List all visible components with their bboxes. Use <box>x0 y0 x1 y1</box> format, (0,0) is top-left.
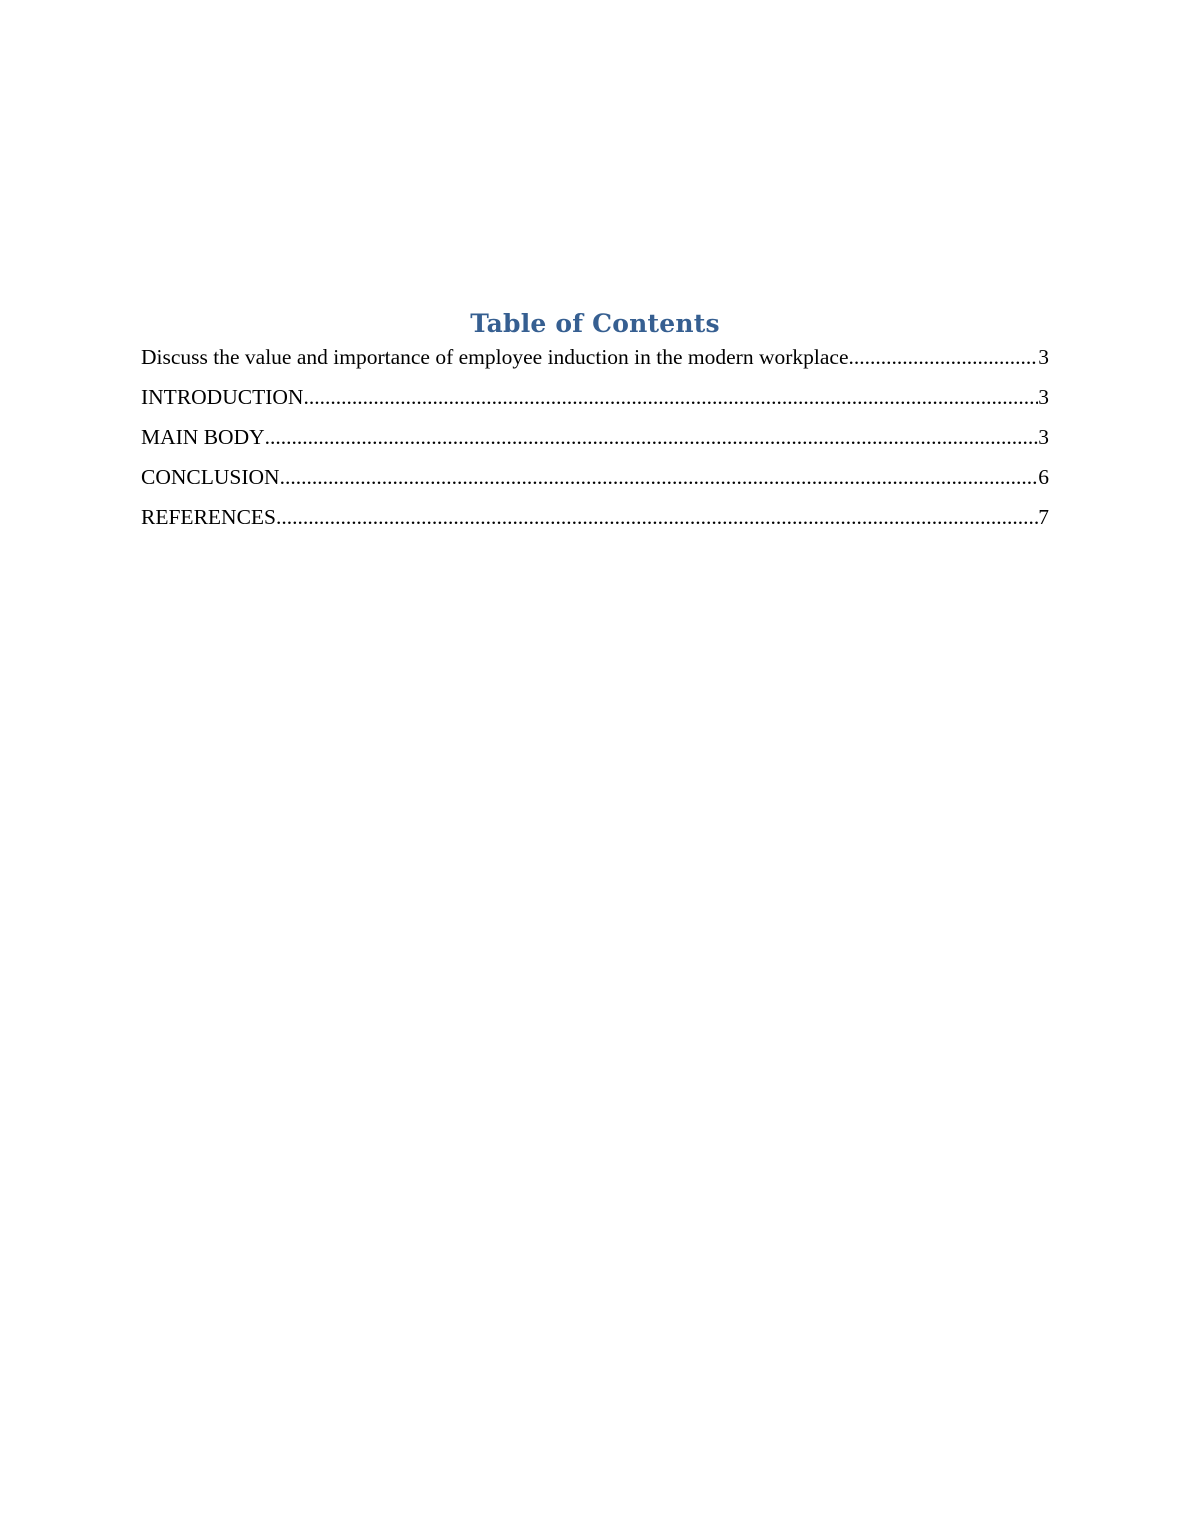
toc-entry-main-body[interactable] <box>141 422 1049 462</box>
toc-entry-text: INTRODUCTION <box>141 385 304 409</box>
toc-page-number: 6 <box>1038 465 1049 489</box>
toc-entry-text: Discuss the value and importance of employee induction in the modern workplace <box>141 345 849 369</box>
toc-entry-introduction[interactable] <box>141 382 1049 422</box>
toc-dot-leader <box>265 422 1039 452</box>
toc-dot-leader <box>303 382 1038 412</box>
toc-dot-leader <box>276 502 1038 532</box>
toc-entry-conclusion[interactable] <box>141 462 1049 502</box>
toc-entry-discuss[interactable] <box>141 342 1049 382</box>
toc-entry-text: CONCLUSION <box>141 465 280 489</box>
toc-entry-references[interactable] <box>141 502 1049 542</box>
toc-page-number: 7 <box>1038 505 1049 529</box>
toc-entry-text: REFERENCES <box>141 505 276 529</box>
toc-page-number: 3 <box>1038 425 1049 449</box>
toc-entry-text: MAIN BODY <box>141 425 265 449</box>
toc-title: Table of Contents <box>470 309 720 338</box>
toc-dot-leader <box>280 462 1039 492</box>
toc-page-number: 3 <box>1038 385 1049 409</box>
toc-page-number: 3 <box>1038 345 1049 369</box>
toc-dot-leader <box>849 342 1039 372</box>
toc-list <box>141 342 1049 542</box>
